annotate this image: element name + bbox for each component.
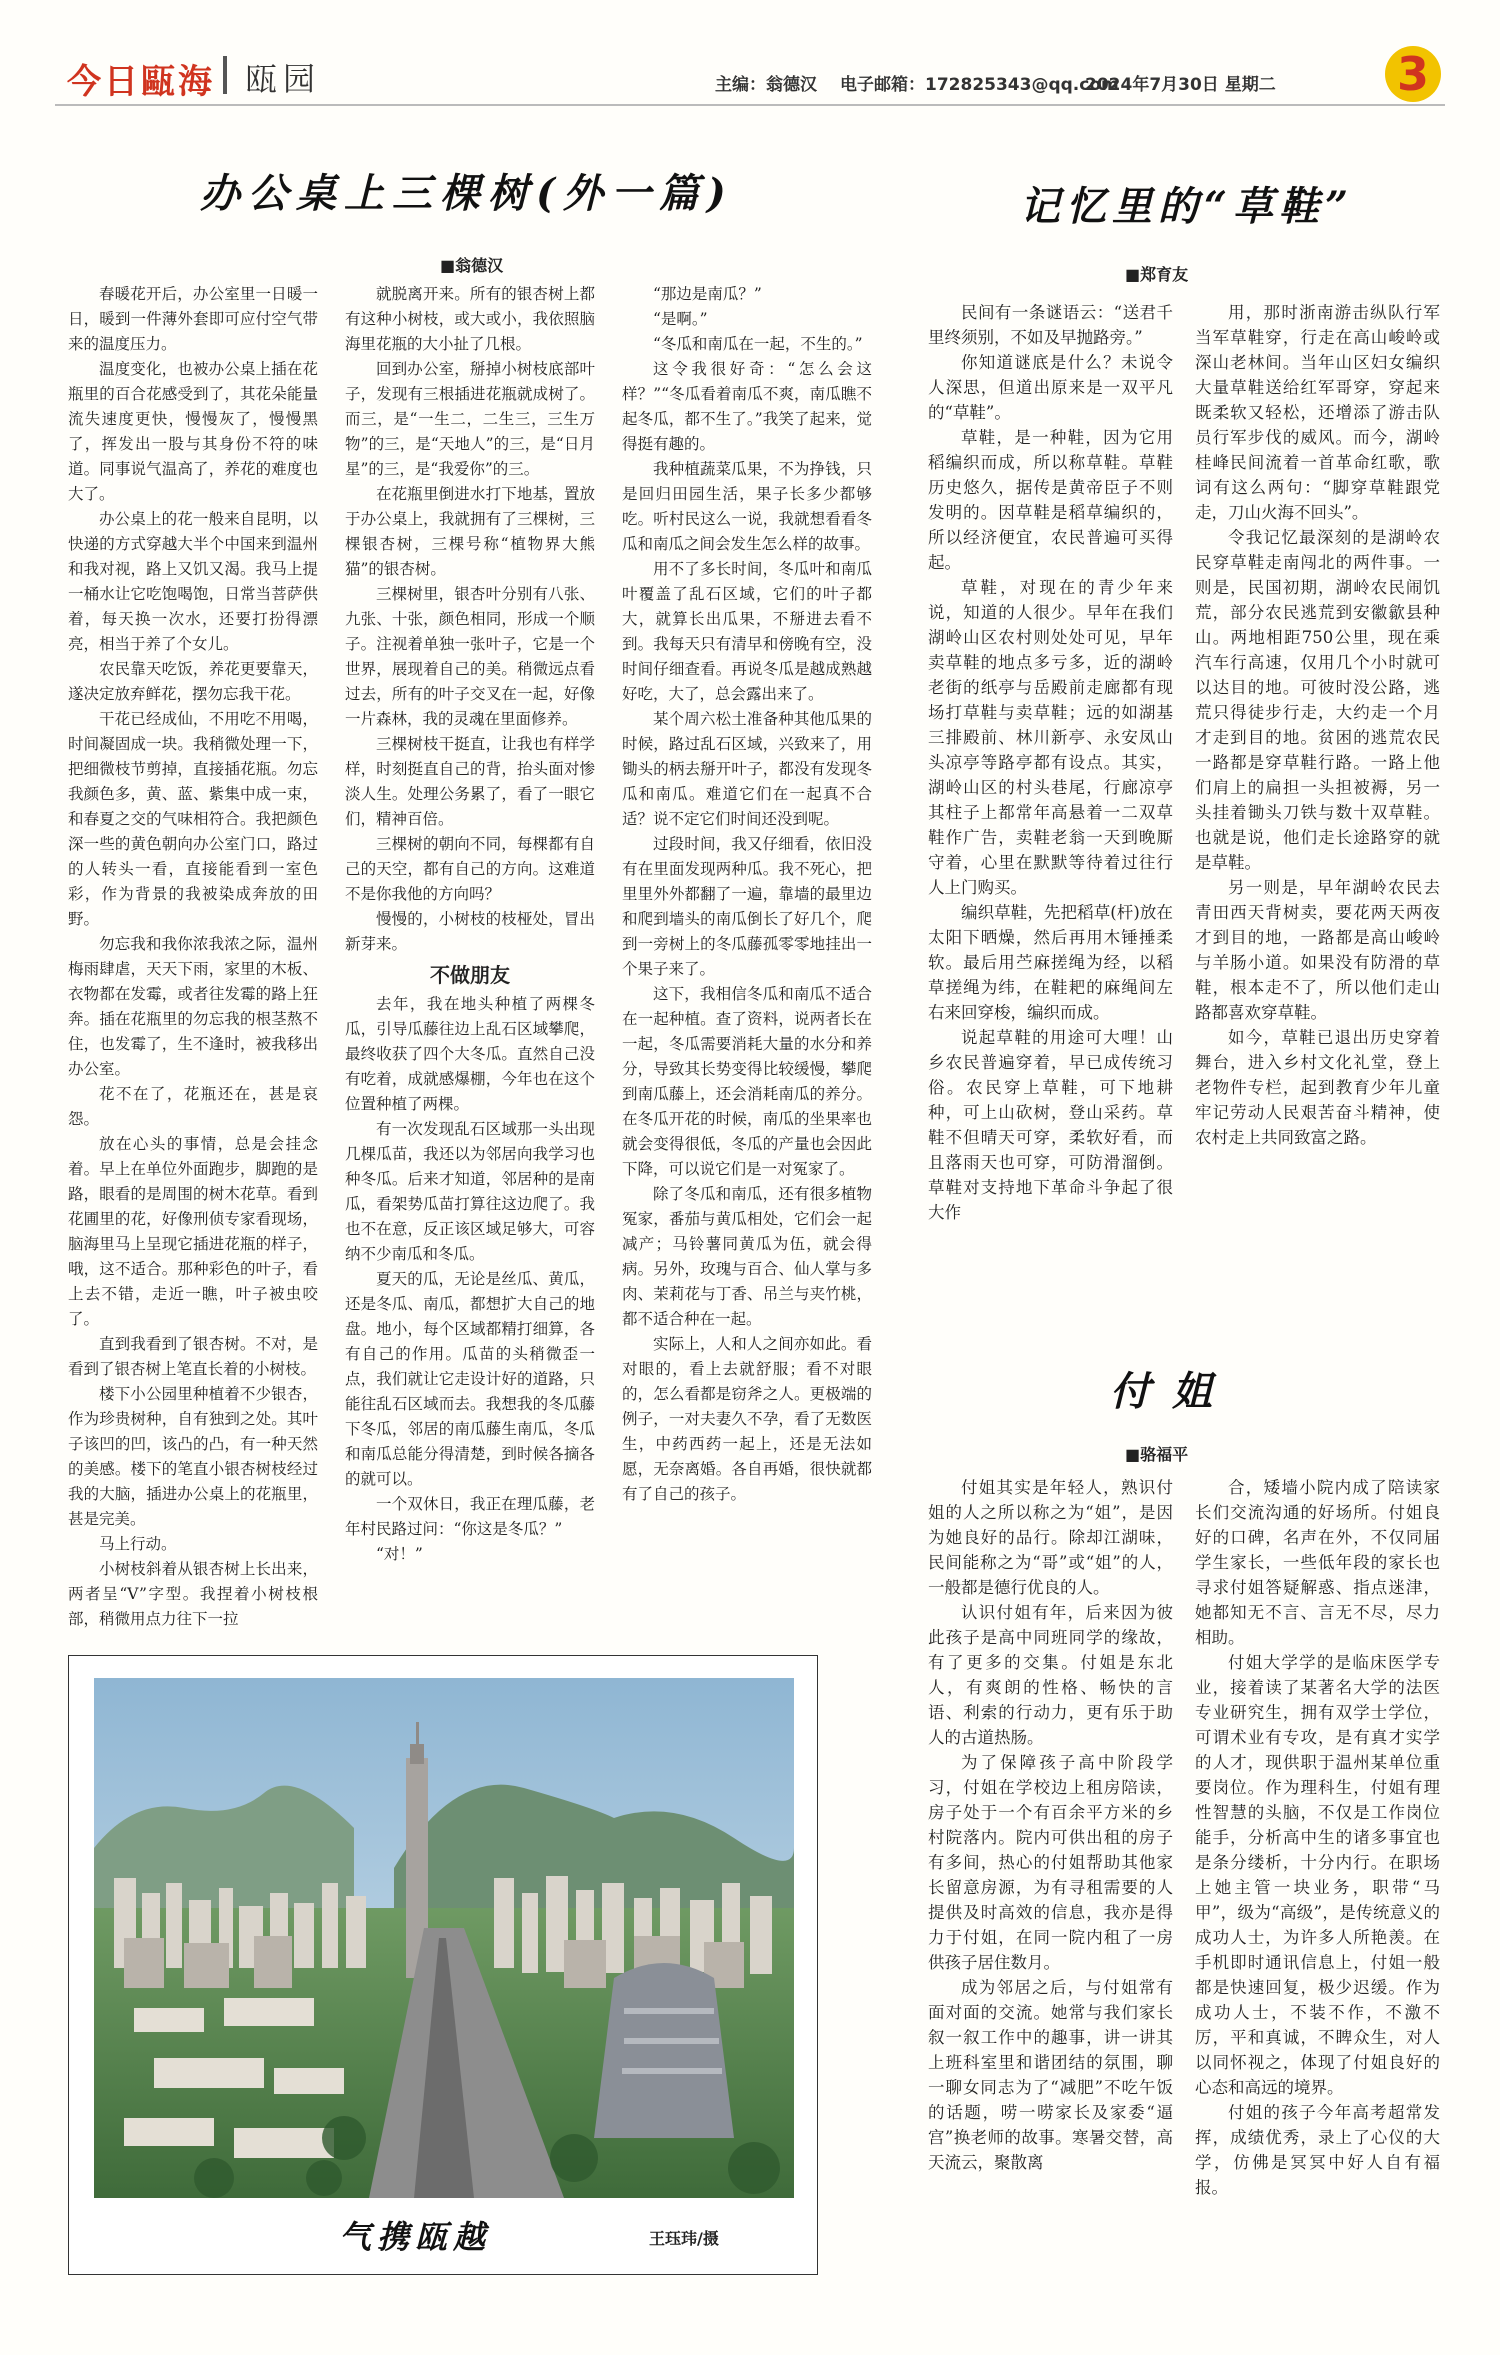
paragraph: 办公桌上的花一般来自昆明，以快递的方式穿越大半个中国来到温州和我对视，路上又饥又渴。我马上提一桶水让它吃饱喝饱，日常当菩萨供着，每天换一次水，还要打扮得漂亮，相当于养了个女儿。: [68, 510, 318, 653]
paragraph: 楼下小公园里种植着不少银杏，作为珍贵树种，自有独到之处。其叶子该凹的凹，该凸的凸，有一种天然的美感。楼下的笔直小银杏树枝经过我的大脑，插进办公桌上的花瓶里，甚是完美。: [68, 1385, 318, 1528]
paragraph: 这下，我相信冬瓜和南瓜不适合在一起种植。查了资料，说两者长在一起，冬瓜需要消耗大量的水分和养分，导致其长势变得比较缓慢，攀爬到南瓜藤上，还会消耗南瓜的养分。在冬瓜开花的时候，南瓜的坐果率也就会变得很低，冬瓜的产量也会因此下降，可以说它们是一对冤家了。: [622, 985, 872, 1178]
paragraph: 付姐的孩子今年高考超常发挥，成绩优秀，录上了心仪的大学，仿佛是冥冥中好人自有福报。: [1195, 2103, 1440, 2197]
paragraph: 三棵树枝干挺直，让我也有样学样，时刻挺直自己的背，抬头面对惨淡人生。处理公务累了，看了一眼它们，精神百倍。: [345, 735, 595, 828]
article1-col1: [68, 282, 318, 1632]
paragraph: 我种植蔬菜瓜果，不为挣钱，只是回归田园生活，果子长多少都够吃。听村民这么一说，我就想看看冬瓜和南瓜之间会发生怎么样的故事。: [622, 460, 872, 553]
paragraph: 过段时间，我又仔细看，依旧没有在里面发现两种瓜。我不死心，把里里外外都翻了一遍，靠墙的最里边和爬到墙头的南瓜倒长了好几个，爬到一旁树上的冬瓜藤孤零零地挂出一个果子来了。: [622, 835, 872, 978]
divider: [223, 56, 227, 94]
article2-title: 记忆里的“草鞋”: [1020, 183, 1355, 230]
editor-label: 主编：翁德汉: [715, 75, 817, 95]
email-label: 电子邮箱：172825343@qq.com: [840, 75, 1119, 95]
paragraph: 马上行动。: [99, 1535, 177, 1553]
photo-credit: 王珏玮/摄: [649, 2229, 719, 2248]
brand-logo: 今日甌海: [67, 62, 215, 102]
paragraph: 温度变化，也被办公桌上插在花瓶里的百合花感受到了，其花朵能量流失速度更快，慢慢灰了，慢慢黑了，挥发出一股与其身份不符的味道。同事说气温高了，养花的难度也大了。: [68, 360, 318, 503]
paragraph: 付姐大学学的是临床医学专业，接着读了某著名大学的法医专业研究生，拥有双学士学位，可谓术业有专攻，是有真才实学的人才，现供职于温州某单位重要岗位。作为理科生，付姐有理性智慧的头脑，不仅是工作岗位能手，分析高中生的诸多事宜也是条分缕析，十分内行。在职场上她主管一块业务，职带“马甲”，级为“高级”，是传统意义的成功人士，为许多人所艳羡。在手机即时通讯信息上，付姐一般都是快速回复，极少迟缓。作为成功人士，不装不作，不激不厉，平和真诚，不睥众生，对人以同怀视之，体现了付姐良好的心态和高远的境界。: [1195, 1653, 1440, 2097]
paragraph: “冬瓜和南瓜在一起，不生的。”: [653, 335, 863, 353]
paragraph: 农民靠天吃饭，养花更要靠天，遂决定放弃鲜花，摆勿忘我干花。: [68, 660, 318, 703]
paragraph: 实际上，人和人之间亦如此。看对眼的，看上去就舒服；看不对眼的，怎么看都是窃斧之人。更极端的例子，一对夫妻久不孕，看了无数医生，中药西药一起上，还是无法如愿，无奈离婚。各自再婚，很快就都有了自己的孩子。: [622, 1335, 872, 1503]
paragraph: 直到我看到了银杏树。不对，是看到了银杏树上笔直长着的小树枝。: [68, 1335, 318, 1378]
paragraph: 另一则是，早年湖岭农民去青田西天背树卖，要花两天两夜才到目的地，一路都是高山峻岭与羊肠小道。如果没有防滑的草鞋，根本走不了，所以他们走山路都喜欢穿草鞋。: [1195, 878, 1440, 1022]
section-name: 瓯园: [245, 60, 322, 98]
paragraph: 如今，草鞋已退出历史穿着舞台，进入乡村文化礼堂，登上老物件专栏，起到教育少年儿童牢记劳动人民艰苦奋斗精神，使农村走上共同致富之路。: [1195, 1028, 1440, 1147]
paragraph: 就脱离开来。所有的银杏树上都有这种小树枝，或大或小，我依照脑海里花瓶的大小扯了几根。: [345, 285, 595, 353]
paragraph: “是啊。”: [653, 310, 708, 328]
paragraph: 你知道谜底是什么？未说令人深思，但道出原来是一双平凡的“草鞋”。: [928, 353, 1173, 422]
article1-byline: ■翁德汉: [440, 256, 504, 275]
paragraph: 草鞋，对现在的青少年来说，知道的人很少。早年在我们湖岭山区农村则处处可见，早年卖草鞋的地点多亏多，近的湖岭老街的纸亭与岳殿前走廊都有现场打草鞋与卖草鞋；远的如湖基三排殿前、林川新亭、永安凤山头凉亭等路亭都有设点。其实，湖岭山区的村头巷尾，行廊凉亭其柱子上都常年高悬着一二双草鞋作广告，卖鞋老翁一天到晚厮守着，心里在默默等待着过往行人上门购买。: [928, 578, 1173, 897]
paragraph: 付姐其实是年轻人，熟识付姐的人之所以称之为“姐”，是因为她良好的品行。除却江湖味，民间能称之为“哥”或“姐”的人，一般都是德行优良的人。: [928, 1478, 1173, 1597]
paragraph: 民间有一条谜语云：“送君千里终须别，不如及早抛路旁。”: [928, 303, 1173, 347]
paragraph: 三棵树里，银杏叶分别有八张、九张、十张，颜色相同，形成一个顺子。注视着单独一张叶子，它是一个世界，展现着自己的美。稍微远点看过去，所有的叶子交叉在一起，好像一片森林，我的灵魂在里面修养。: [345, 585, 595, 728]
paragraph: 这令我很好奇：“怎么会这样？”“冬瓜看着南瓜不爽，南瓜瞧不起冬瓜，都不生了。”我笑了起来，觉得挺有趣的。: [622, 360, 872, 453]
paragraph: 说起草鞋的用途可大哩！山乡农民普遍穿着，早已成传统习俗。农民穿上草鞋，可下地耕种，可上山砍树，登山采药。草鞋不但晴天可穿，柔软好看，而且落雨天也可穿，可防滑溜倒。草鞋对支持地下革命斗争起了很大作: [928, 1028, 1173, 1222]
photo-frame: [68, 1655, 818, 2275]
photo-caption: 气携瓯越: [339, 2218, 492, 2256]
header-rule: [55, 104, 1445, 106]
masthead: [55, 48, 1445, 103]
subheading-not-friends: 不做朋友: [430, 963, 510, 987]
article3-col1: [928, 1475, 1173, 2175]
paragraph: 编织草鞋，先把稻草(杆)放在太阳下晒燥，然后再用木锤捶柔软。最后用苎麻搓绳为经，以稻草搓绳为纬，在鞋耙的麻绳间左右来回穿梭，编织而成。: [928, 903, 1173, 1022]
paragraph: 慢慢的，小树枝的枝桠处，冒出新芽来。: [345, 910, 595, 953]
paragraph: 花不在了，花瓶还在，甚是哀怨。: [68, 1085, 318, 1128]
paragraph: 三棵树的朝向不同，每棵都有自己的天空，都有自己的方向。这难道不是你我他的方向吗？: [345, 835, 595, 903]
paragraph: 用，那时浙南游击纵队行军当军草鞋穿，行走在高山峻岭或深山老林间。当年山区妇女编织大量草鞋送给红军哥穿，穿起来既柔软又轻松，还增添了游击队员行军步伐的威风。而今，湖岭桂峰民间流着一首革命红歌，歌词有这么两句：“脚穿草鞋跟党走，刀山火海不回头”。: [1195, 303, 1440, 522]
paragraph: 春暖花开后，办公室里一日暖一日，暖到一件薄外套即可应付空气带来的温度压力。: [68, 285, 318, 353]
page-number-badge: 3: [1385, 46, 1441, 102]
paragraph: 在花瓶里倒进水打下地基，置放于办公桌上，我就拥有了三棵树，三棵银杏树，三棵号称“植物界大熊猫”的银杏树。: [345, 485, 595, 578]
article3-byline: ■骆福平: [1125, 1445, 1189, 1464]
paragraph: 干花已经成仙，不用吃不用喝，时间凝固成一块。我稍微处理一下，把细微枝节剪掉，直接插花瓶。勿忘我颜色多，黄、蓝、紫集中成一束，和春夏之交的气味相符合。我把颜色深一些的黄色朝向办公室门口，路过的人转头一看，直接能看到一室色彩，作为背景的我被染成奔放的田野。: [68, 710, 318, 928]
paragraph: 某个周六松土准备种其他瓜果的时候，路过乱石区域，兴致来了，用锄头的柄去掰开叶子，都没有发现冬瓜和南瓜。难道它们在一起真不合适？说不定它们时间还没到呢。: [622, 710, 872, 828]
city-aerial-photo: [94, 1678, 794, 2198]
article1-col3: [622, 282, 872, 1507]
paragraph: 放在心头的事情，总是会挂念着。早上在单位外面跑步，脚跑的是路，眼看的是周围的树木花草。看到花圃里的花，好像刑侦专家看现场，脑海里马上呈现它插进花瓶的样子，哦，这不适合。那种彩色的叶子，看上去不错，走近一瞧，叶子被虫咬了。: [68, 1135, 318, 1328]
paragraph: 合，矮墙小院内成了陪读家长们交流沟通的好场所。付姐良好的口碑，名声在外，不仅同届学生家长，一些低年段的家长也寻求付姐答疑解惑、指点迷津，她都知无不言、言无不尽，尽力相助。: [1195, 1478, 1440, 1647]
paragraph: 除了冬瓜和南瓜，还有很多植物冤家，番茄与黄瓜相处，它们会一起减产；马铃薯同黄瓜为伍，就会得病。另外，玫瑰与百合、仙人掌与多肉、茉莉花与丁香、吊兰与夹竹桃，都不适合种在一起。: [622, 1185, 872, 1328]
paragraph: 夏天的瓜，无论是丝瓜、黄瓜，还是冬瓜、南瓜，都想扩大自己的地盘。地小，每个区域都精打细算，各有自己的作用。瓜苗的头稍微歪一点，我们就让它走设计好的道路，只能往乱石区域而去。我想我的冬瓜藤下冬瓜，邻居的南瓜藤生南瓜，冬瓜和南瓜总能分得清楚，到时候各摘各的就可以。: [345, 1270, 595, 1488]
paragraph: 草鞋，是一种鞋，因为它用稻编织而成，所以称草鞋。草鞋历史悠久，据传是黄帝臣子不则发明的。因草鞋是稻草编织的，所以经济便宜，农民普遍可买得起。: [928, 428, 1173, 572]
paragraph: 用不了多长时间，冬瓜叶和南瓜叶覆盖了乱石区域，它们的叶子都大，就算长出瓜果，不掰进去看不到。我每天只有清早和傍晚有空，没时间仔细查看。再说冬瓜是越成熟越好吃，大了，总会露出来了。: [622, 560, 872, 703]
paragraph: 成为邻居之后，与付姐常有面对面的交流。她常与我们家长叙一叙工作中的趣事，讲一讲其上班科室里和谐团结的氛围，聊一聊女同志为了“减肥”不吃午饭的话题，唠一唠家长及家委“逼宫”换老师的故事。寒暑交替，高天流云，聚散离: [928, 1978, 1173, 2172]
paragraph: 令我记忆最深刻的是湖岭农民穿草鞋走南闯北的两件事。一则是，民国初期，湖岭农民闹饥荒，部分农民逃荒到安徽歙县种山。两地相距750公里，现在乘汽车行高速，仅用几个小时就可以达目的地。可彼时没公路，逃荒只得徒步行走，大约走一个月才走到目的地。贫困的逃荒农民一路都是穿草鞋行路。一路上他们肩上的扁担一头担被褥，另一头挂着锄头刀铁与数十双草鞋。也就是说，他们走长途路穿的就是草鞋。: [1195, 528, 1440, 872]
article3-title: 付姐: [1110, 1368, 1234, 1415]
paragraph: 小树枝斜着从银杏树上长出来，两者呈“V”字型。我捏着小树枝根部，稍微用点力往下一拉: [68, 1560, 318, 1628]
date-label: 2024年7月30日 星期二: [1085, 75, 1276, 95]
paragraph: 认识付姐有年，后来因为彼此孩子是高中同班同学的缘故，有了更多的交集。付姐是东北人，有爽朗的性格、畅快的言语、利索的行动力，更有乐于助人的古道热肠。: [928, 1603, 1173, 1747]
article2-col2: [1195, 300, 1440, 1150]
paragraph: 一个双休日，我正在理瓜藤，老年村民路过问：“你这是冬瓜？”: [345, 1495, 595, 1538]
paragraph: “对！”: [376, 1545, 423, 1563]
article1-col2: [345, 282, 595, 1567]
article2-byline: ■郑育友: [1125, 265, 1189, 284]
article1-title: 办公桌上三棵树(外一篇): [200, 170, 734, 217]
paragraph: 为了保障孩子高中阶段学习，付姐在学校边上租房陪读，房子处于一个有百余平方米的乡村院落内。院内可供出租的房子有多间，热心的付姐帮助其他家长留意房源，为有寻租需要的人提供及时高效的信息，我亦是得力于付姐，在同一院内租了一房供孩子居住数月。: [928, 1753, 1173, 1972]
paragraph: 有一次发现乱石区域那一头出现几棵瓜苗，我还以为邻居向我学习也种冬瓜。后来才知道，邻居种的是南瓜，看架势瓜苗打算往这边爬了。我也不在意，反正该区域足够大，可容纳不少南瓜和冬瓜。: [345, 1120, 595, 1263]
article2-col1: [928, 300, 1173, 1225]
paragraph: 回到办公室，掰掉小树枝底部叶子，发现有三根插进花瓶就成树了。而三，是“一生二，二生三，三生万物”的三，是“天地人”的三，是“日月星”的三，是“我爱你”的三。: [345, 360, 595, 478]
paragraph: 勿忘我和我你浓我浓之际，温州梅雨肆虐，天天下雨，家里的木板、衣物都在发霉，或者往发霉的路上狂奔。插在花瓶里的勿忘我的根茎熬不住，也发霉了，生不逢时，被我移出办公室。: [68, 935, 318, 1078]
article3-col2: [1195, 1475, 1440, 2200]
paragraph: 去年，我在地头种植了两棵冬瓜，引导瓜藤往边上乱石区域攀爬，最终收获了四个大冬瓜。直然自己没有吃着，成就感爆棚，今年也在这个位置种植了两棵。: [345, 995, 595, 1113]
paragraph: “那边是南瓜？”: [653, 285, 762, 303]
city-illustration: [94, 1678, 794, 2198]
